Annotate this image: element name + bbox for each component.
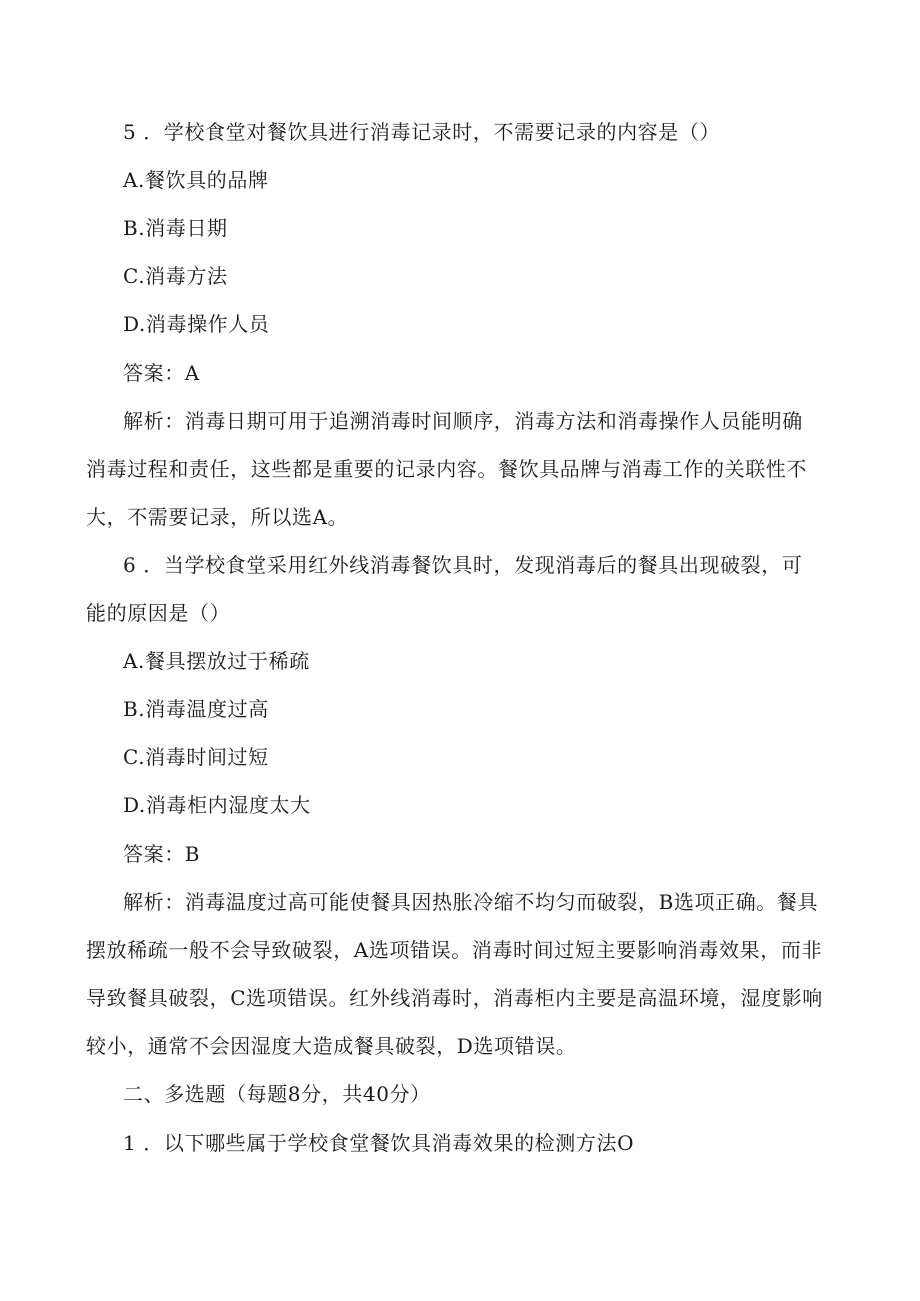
- q6-option-d: D.消毒柜内湿度太大: [123, 793, 311, 817]
- mq1-stem: 1 ．以下哪些属于学校食堂餐饮具消毒效果的检测方法O: [123, 1131, 635, 1155]
- q6-option-c: C.消毒时间过短: [123, 745, 269, 769]
- q6-option-a: A.餐具摆放过于稀疏: [123, 649, 310, 673]
- q5-option-c: C.消毒方法: [123, 264, 228, 288]
- q6-answer: 答案：B: [123, 842, 201, 866]
- q6-stem-line-2: 能的原因是（）: [86, 601, 231, 625]
- q6-stem-line-1: 6 ．当学校食堂采用红外线消毒餐饮具时，发现消毒后的餐具出现破裂，可: [123, 553, 803, 577]
- q5-answer: 答案：A: [123, 361, 200, 385]
- q6-analysis-line-1: 解析：消毒温度过高可能使餐具因热胀冷缩不均匀而破裂，B选项正确。餐具: [123, 890, 819, 914]
- q5-analysis-line-3: 大，不需要记录，所以选A。: [86, 505, 349, 529]
- section-heading-multiple-choice: 二、多选题（每题8分，共40分）: [123, 1082, 431, 1106]
- q6-option-b: B.消毒温度过高: [123, 697, 269, 721]
- q5-option-d: D.消毒操作人员: [123, 312, 270, 336]
- q6-analysis-line-3: 导致餐具破裂，C选项错误。红外线消毒时，消毒柜内主要是高温环境，湿度影响: [86, 986, 823, 1010]
- q5-stem: 5 ．学校食堂对餐饮具进行消毒记录时，不需要记录的内容是（）: [123, 120, 721, 144]
- q5-analysis-line-1: 解析：消毒日期可用于追溯消毒时间顺序，消毒方法和消毒操作人员能明确: [123, 409, 803, 433]
- q6-analysis-line-4: 较小，通常不会因湿度大造成餐具破裂，D选项错误。: [86, 1034, 577, 1058]
- q5-analysis-line-2: 消毒过程和责任，这些都是重要的记录内容。餐饮具品牌与消毒工作的关联性不: [86, 457, 807, 481]
- q5-option-a: A.餐饮具的品牌: [123, 168, 269, 192]
- q6-analysis-line-2: 摆放稀疏一般不会导致破裂，A选项错误。消毒时间过短主要影响消毒效果，而非: [86, 938, 823, 962]
- q5-option-b: B.消毒日期: [123, 216, 228, 240]
